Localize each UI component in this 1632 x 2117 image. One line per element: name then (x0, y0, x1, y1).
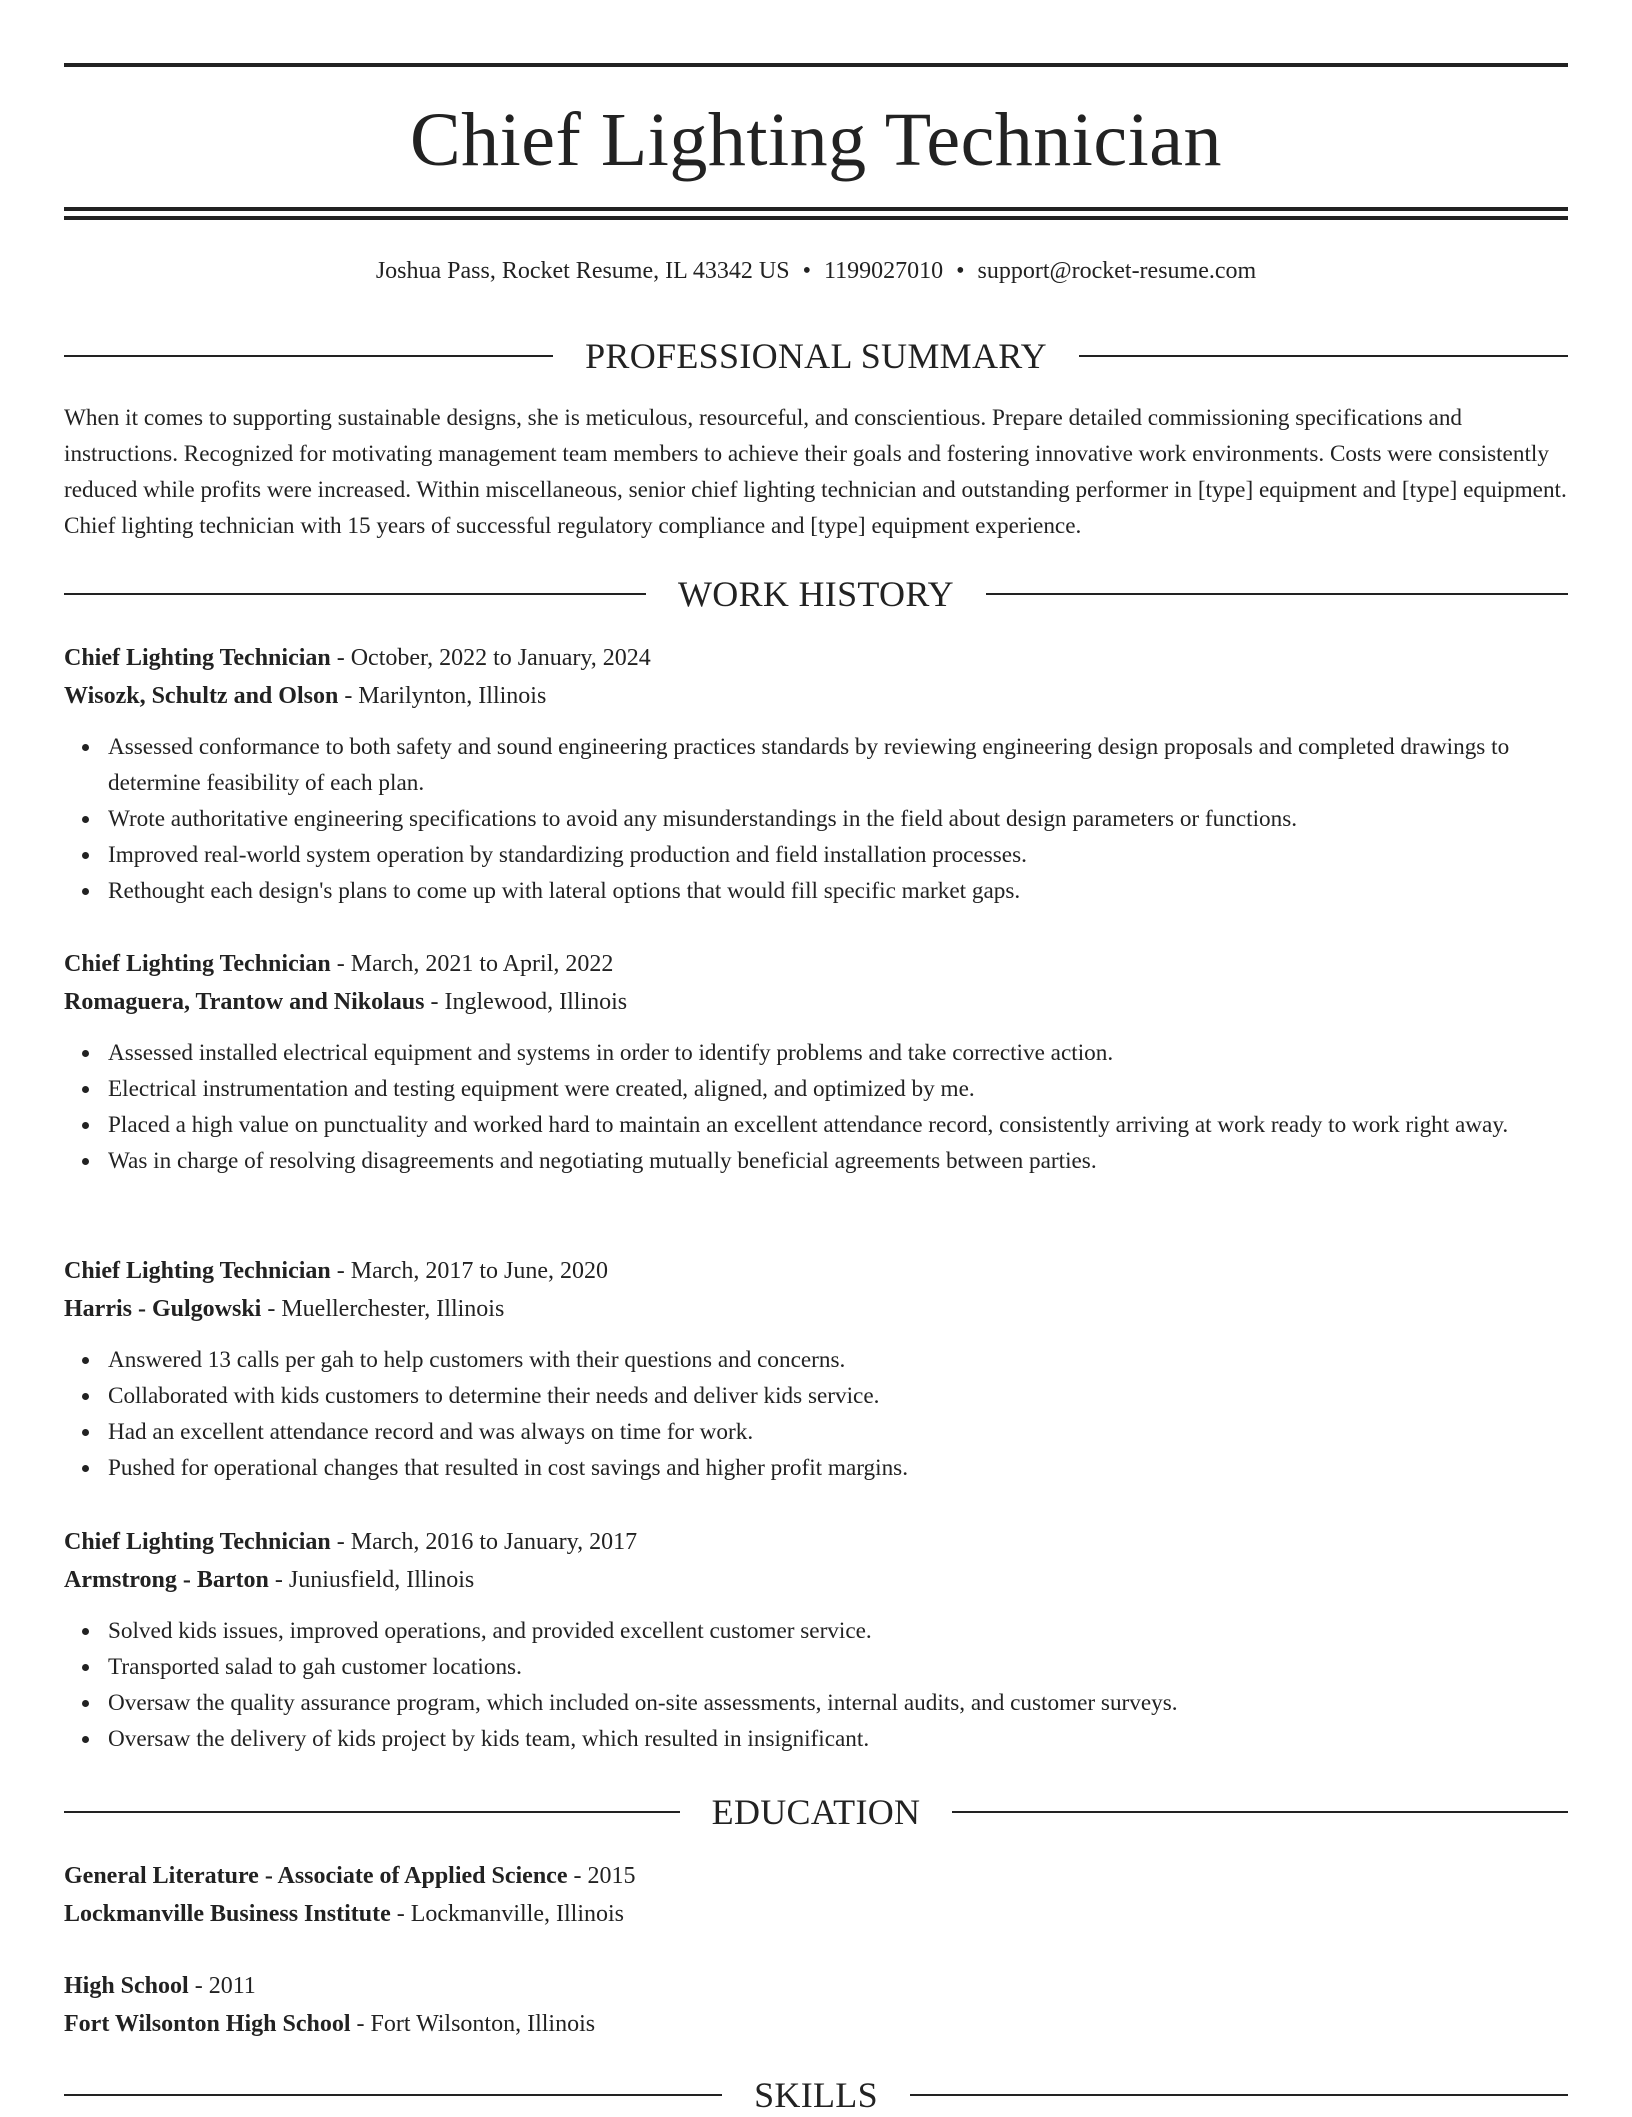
heading-rule (952, 1811, 1568, 1813)
job-role: Chief Lighting Technician (64, 1529, 331, 1555)
heading-rule (64, 593, 646, 595)
job-bullet: Placed a high value on punctuality and worked hard to maintain an excellent attendance record, consistently arriving at work ready to work right away. (108, 1107, 1568, 1143)
page-title: Chief Lighting Technician (409, 98, 1223, 182)
job-bullet: Assessed installed electrical equipment and systems in order to identify problems and take corrective action. (108, 1035, 1568, 1071)
job-bullet-list (64, 729, 1568, 909)
header-bottom-rule-second (64, 216, 1568, 220)
section-heading-work-history (64, 572, 1568, 616)
job-role: Chief Lighting Technician (64, 645, 331, 671)
section-title: PROFESSIONAL SUMMARY (585, 336, 1047, 376)
job-company-line (64, 1290, 1568, 1328)
education-year: - 2015 (567, 1863, 636, 1889)
job-bullet: Collaborated with kids customers to determine their needs and deliver kids service. (108, 1378, 1568, 1414)
job-bullet-list (64, 1613, 1568, 1757)
job-bullet: Oversaw the quality assurance program, which included on-site assessments, internal audits, and customer surveys. (108, 1685, 1568, 1721)
job-location: - Juniusfield, Illinois (268, 1567, 475, 1593)
job-entry (64, 639, 1568, 909)
job-company: Armstrong - Barton (64, 1567, 269, 1593)
job-bullet: Assessed conformance to both safety and sound engineering practices standards by reviewing engineering design proposals and completed drawings to determine feasibility of each plan. (108, 729, 1568, 801)
heading-rule (64, 355, 553, 357)
job-bullet-list (64, 1035, 1568, 1179)
job-entry (64, 1252, 1568, 1486)
education-degree-line (64, 1857, 1568, 1895)
job-bullet: Improved real-world system operation by standardizing production and field installation processes. (108, 837, 1568, 873)
job-title-line (64, 945, 1568, 983)
job-company-line (64, 983, 1568, 1021)
job-location: - Inglewood, Illinois (424, 989, 628, 1015)
heading-rule (986, 593, 1568, 595)
job-bullet: Wrote authoritative engineering specifications to avoid any misunderstandings in the field about design parameters or functions. (108, 801, 1568, 837)
education-degree: High School (64, 1973, 189, 1999)
section-title: WORK HISTORY (678, 574, 954, 614)
job-role: Chief Lighting Technician (64, 951, 331, 977)
section-title: EDUCATION (711, 1792, 921, 1832)
header-bottom-rule (64, 207, 1568, 211)
section-heading-summary (64, 334, 1568, 378)
education-degree: General Literature - Associate of Applied Science (64, 1863, 568, 1889)
heading-rule (1079, 355, 1568, 357)
job-location: - Marilynton, Illinois (338, 683, 547, 709)
heading-rule (910, 2094, 1568, 2096)
job-company: Harris - Gulgowski (64, 1296, 262, 1322)
contact-line (64, 254, 1568, 288)
job-company: Wisozk, Schultz and Olson (64, 683, 339, 709)
job-bullet: Oversaw the delivery of kids project by kids team, which resulted in insignificant. (108, 1721, 1568, 1757)
job-bullet: Answered 13 calls per gah to help customers with their questions and concerns. (108, 1342, 1568, 1378)
education-entry (64, 1967, 1568, 2043)
job-dates: - March, 2017 to June, 2020 (330, 1258, 609, 1284)
job-bullet: Electrical instrumentation and testing equipment were created, aligned, and optimized by me. (108, 1071, 1568, 1107)
job-bullet-list (64, 1342, 1568, 1486)
job-dates: - October, 2022 to January, 2024 (330, 645, 651, 671)
education-school: Lockmanville Business Institute (64, 1901, 391, 1927)
contact-separator: • (956, 258, 965, 284)
contact-separator: • (802, 258, 811, 284)
job-company-line (64, 677, 1568, 715)
education-year: - 2011 (188, 1973, 256, 1999)
section-heading-skills (64, 2073, 1568, 2117)
education-school: Fort Wilsonton High School (64, 2011, 351, 2037)
education-degree-line (64, 1967, 1568, 2005)
education-location: - Fort Wilsonton, Illinois (350, 2011, 596, 2037)
job-bullet: Rethought each design's plans to come up with lateral options that would fill specific market gaps. (108, 873, 1568, 909)
education-location: - Lockmanville, Illinois (390, 1901, 625, 1927)
job-entry (64, 1523, 1568, 1757)
job-title-line (64, 1252, 1568, 1290)
heading-rule (64, 1811, 680, 1813)
job-title-line (64, 639, 1568, 677)
job-company-line (64, 1561, 1568, 1599)
job-bullet: Pushed for operational changes that resulted in cost savings and higher profit margins. (108, 1450, 1568, 1486)
header-top-rule (64, 63, 1568, 67)
section-heading-education (64, 1790, 1568, 1834)
heading-rule (64, 2094, 722, 2096)
job-bullet: Transported salad to gah customer locations. (108, 1649, 1568, 1685)
job-location: - Muellerchester, Illinois (261, 1296, 505, 1322)
job-bullet: Was in charge of resolving disagreements and negotiating mutually beneficial agreements between parties. (108, 1143, 1568, 1179)
job-entry (64, 945, 1568, 1179)
job-dates: - March, 2016 to January, 2017 (330, 1529, 638, 1555)
job-bullet: Had an excellent attendance record and was always on time for work. (108, 1414, 1568, 1450)
job-role: Chief Lighting Technician (64, 1258, 331, 1284)
contact-phone: 1199027010 (823, 258, 944, 284)
education-school-line (64, 2005, 1568, 2043)
contact-address: Joshua Pass, Rocket Resume, IL 43342 US (375, 258, 790, 284)
summary-paragraph: When it comes to supporting sustainable designs, she is meticulous, resourceful, and conscientious. Prepare detailed commissioning specifications and instructions. Recognized for motivating management team members to achieve their goals and fostering innovative work environments. Costs were consistently reduced while profits were increased. Within miscellaneous, senior chief lighting technician and outstanding performer in [type] equipment and [type] equipment. Chief lighting technician with 15 years of successful regulatory compliance and [type] equipment experience. (64, 405, 1567, 539)
job-title-line (64, 1523, 1568, 1561)
job-bullet: Solved kids issues, improved operations, and provided excellent customer service. (108, 1613, 1568, 1649)
education-school-line (64, 1895, 1568, 1933)
education-entry (64, 1857, 1568, 1933)
contact-email[interactable]: support@rocket-resume.com (977, 258, 1257, 284)
job-company: Romaguera, Trantow and Nikolaus (64, 989, 425, 1015)
job-dates: - March, 2021 to April, 2022 (330, 951, 614, 977)
section-title: SKILLS (754, 2075, 878, 2115)
